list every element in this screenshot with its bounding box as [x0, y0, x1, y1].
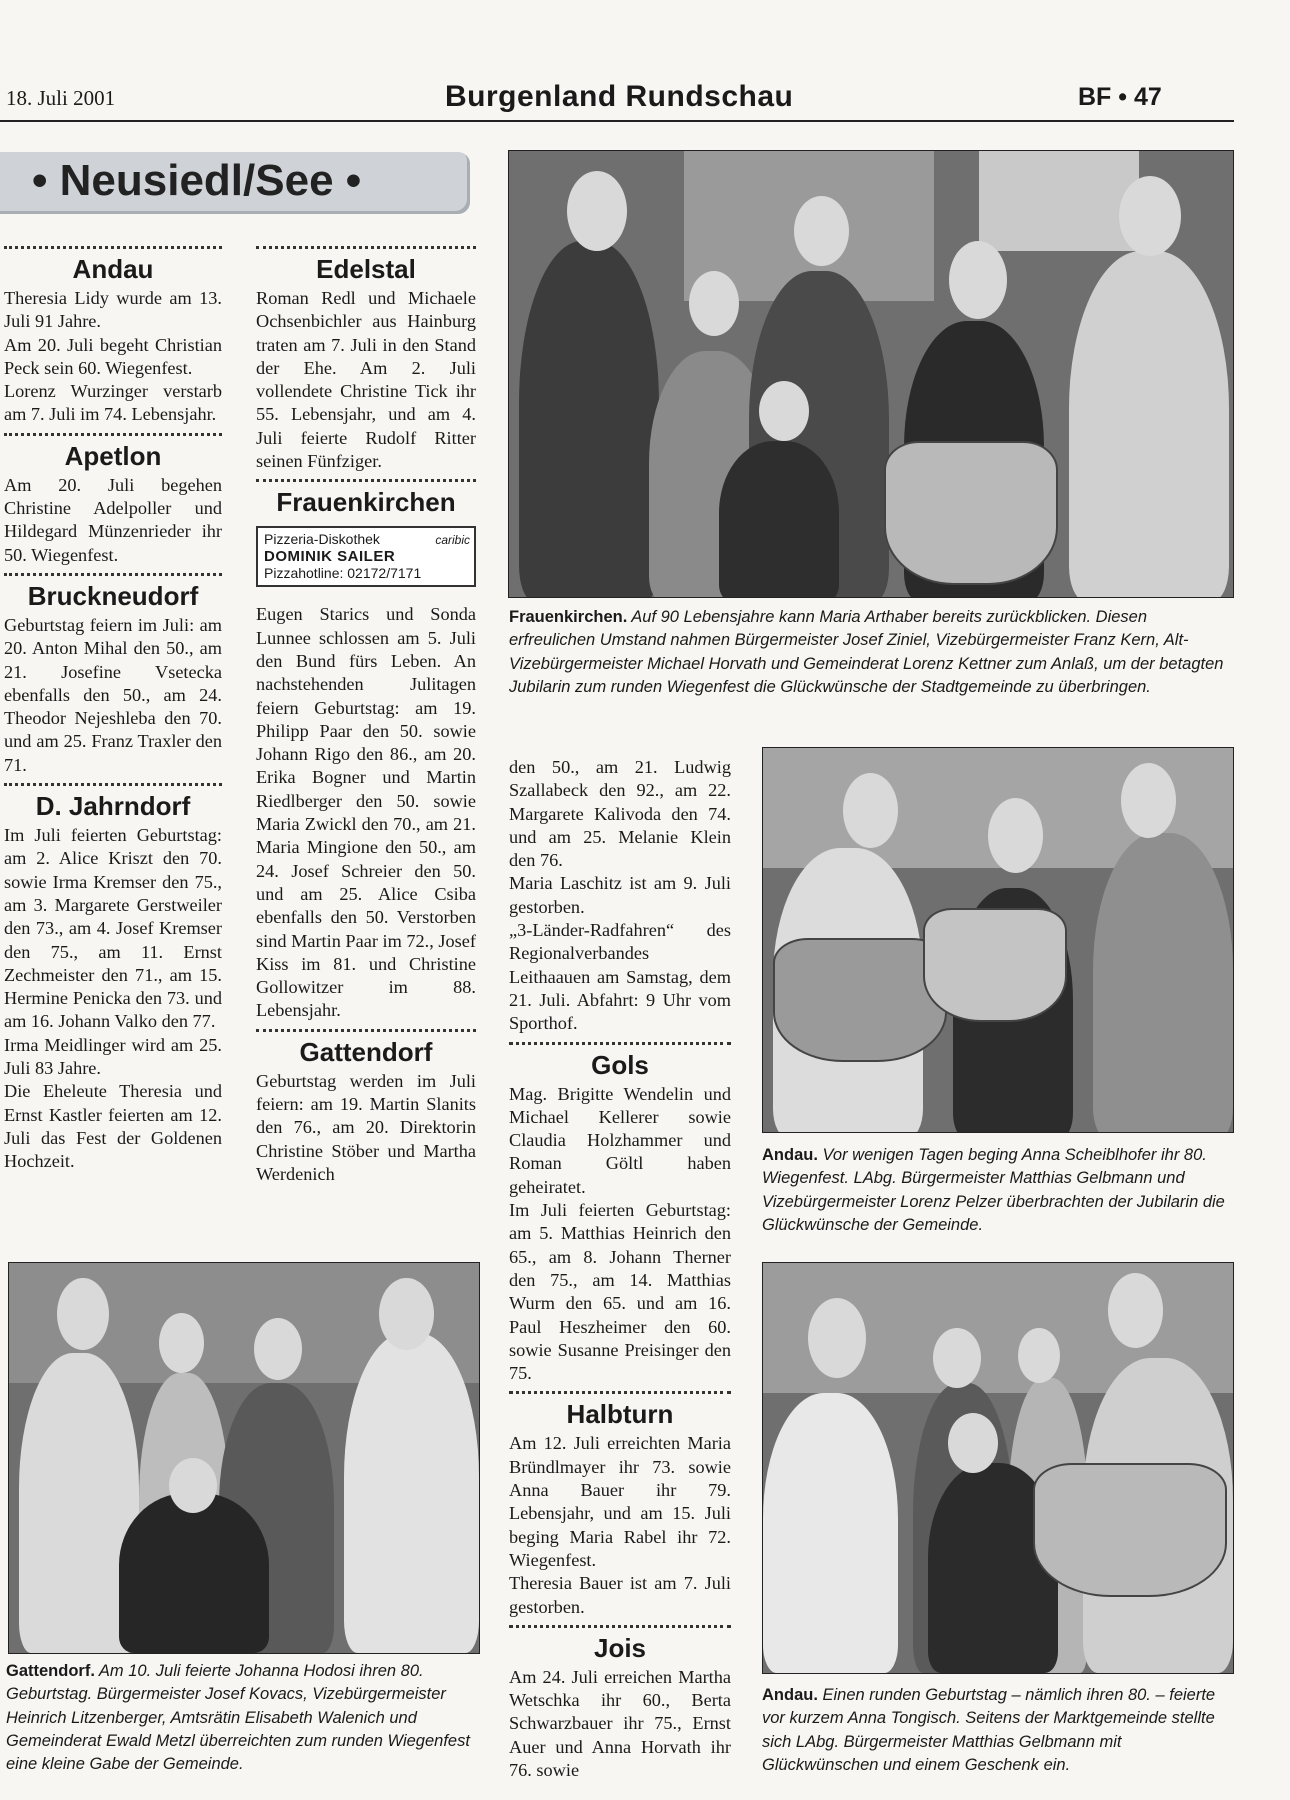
caption-andau-1-text: Vor wenigen Tagen beging Anna Scheiblhofer ihr 80. Wiegenfest. LAbg. Bürgermeister Matthias Gelbmann und Vizebürgermeister Lorenz Pelzer überbrachten der Jubilarin die Glückwünsche der Gemeinde.	[762, 1146, 1225, 1234]
divider	[4, 246, 222, 249]
caption-frauenkirchen	[509, 606, 1233, 699]
text-gols-2: Im Juli feierten Geburtstag: am 5. Matthias Heinrich den 65., am 8. Johann Therner den 75., am 14. Matthias Wurm den 65. und am 16. Paul Heszheimer den 60. sowie Susanne Preisinger den 75.	[509, 1200, 731, 1384]
text-apetlon: Am 20. Juli begehen Christine Adelpoller und Hildegard Münzenrieder ihr 50. Wiegenfest.	[4, 474, 222, 565]
column-1	[4, 240, 222, 1174]
text-andau-1: Theresia Lidy wurde am 13. Juli 91 Jahre.	[4, 288, 222, 332]
ad-line-2: DOMINIK SAILER	[264, 548, 396, 566]
divider	[256, 246, 476, 249]
text-gols-1: Mag. Brigitte Wendelin und Michael Kellerer sowie Claudia Holzhammer und Roman Göltl haben geheiratet.	[509, 1083, 731, 1197]
divider	[509, 1625, 731, 1628]
pizzeria-advertisement	[256, 526, 476, 587]
heading-gols: Gols	[591, 1049, 649, 1080]
text-halbturn-1: Am 12. Juli erreichten Maria Bründlmayer ihr 73. sowie Anna Bauer ihr 79. Lebensjahr, und am 15. Juli beging Maria Rabel ihr 72. Wiegenfest.	[509, 1433, 731, 1570]
divider	[256, 479, 476, 482]
text-frauenkirchen-continued: den 50., am 21. Ludwig Szallabeck den 92., am 22. Margarete Kalivoda den 74. und am 25. Melanie Klein den 76.	[509, 757, 731, 871]
divider	[4, 573, 222, 576]
column-2	[256, 240, 476, 1186]
photo-gattendorf	[8, 1262, 480, 1654]
text-frauenkirchen: Eugen Starics und Sonda Lunnee schlossen am 5. Juli den Bund fürs Leben. An nachstehenden Julitagen feiern Geburtstag: am 19. Philipp Paar den 50. sowie Johann Rigo den 86., am 20. Erika Bogner und Martin Riedlberger den 50. sowie Maria Zwickl den 70., am 21. Maria Mingione den 50., am 24. Josef Schreier den 50. und am 25. Alice Csiba ebenfalls den 50. Verstorben sind Martin Paar im 72., Josef Kiss im 81. und Christine Gollowitzer im 88. Lebensjahr.	[256, 604, 476, 1021]
heading-bruckneudorf: Bruckneudorf	[27, 580, 199, 611]
caribic-logo: caribic	[435, 533, 470, 548]
caption-frauenkirchen-text: Auf 90 Lebensjahre kann Maria Arthaber bereits zurückblicken. Diesen erfreulichen Umstand nahmen Bürgermeister Josef Ziniel, Vizebürgermeister Franz Kern, Alt-Vizebürgermeister Michael Horvath und Gemeinderat Lorenz Kettner zum Anlaß, um der betagten Jubilarin zum runden Wiegenfest die Glückwünsche der Stadtgemeinde zu überbringen.	[509, 608, 1224, 696]
page-number: BF • 47	[1078, 83, 1162, 111]
text-radfahren: „3-Länder-Radfahren“ des Regionalverbandes Leithaauen am Samstag, dem 21. Juli. Abfahrt: 9 Uhr vom Sporthof.	[509, 920, 731, 1034]
publication-title: Burgenland Rundschau	[445, 80, 794, 113]
caption-andau-2-place: Andau.	[762, 1686, 818, 1704]
text-edelstal: Roman Redl und Michaele Ochsenbichler aus Hainburg traten am 7. Juli in den Stand der Ehe. Am 2. Juli vollendete Christine Tick ihr 55. Lebensjahr, und am 4. Juli feierte Rudolf Ritter seinen Fünfziger.	[256, 288, 476, 472]
photo-andau-1	[762, 747, 1234, 1133]
heading-d-jahrndorf: D. Jahrndorf	[35, 791, 191, 822]
caption-andau-1-place: Andau.	[762, 1146, 818, 1164]
text-andau-2: Am 20. Juli begeht Christian Peck sein 60. Wiegenfest.	[4, 334, 222, 378]
section-banner	[0, 152, 470, 214]
heading-edelstal: Edelstal	[316, 254, 416, 284]
heading-jois: Jois	[593, 1632, 647, 1663]
photo-frauenkirchen	[508, 150, 1234, 598]
heading-halbturn: Halbturn	[566, 1399, 674, 1430]
header-rule	[0, 120, 1234, 122]
issue-date: 18. Juli 2001	[6, 86, 116, 110]
text-andau-3: Lorenz Wurzinger verstarb am 7. Juli im 74. Lebensjahr.	[4, 381, 222, 425]
caption-frauenkirchen-place: Frauenkirchen.	[509, 608, 628, 626]
text-d-jahrndorf-3: Die Eheleute Theresia und Ernst Kastler feierten am 12. Juli das Fest der Goldenen Hochzeit.	[4, 1081, 222, 1172]
divider	[4, 783, 222, 786]
caption-gattendorf-text: Am 10. Juli feierte Johanna Hodosi ihren 80. Geburtstag. Bürgermeister Josef Kovacs, Vizebürgermeister Heinrich Litzenberger, Amtsrätin Elisabeth Walenich und Gemeinderat Ewald Metzl überreichten zum runden Wiegenfest eine kleine Gabe der Gemeinde.	[6, 1662, 470, 1774]
ad-line-1: Pizzeria-Diskothek	[264, 531, 380, 548]
section-banner-label: • Neusiedl/See •	[32, 156, 362, 205]
text-gattendorf: Geburtstag werden im Juli feiern: am 19. Martin Slanits den 76., am 20. Direktorin Christine Stöber und Martha Werdenich	[256, 1070, 476, 1184]
column-3	[509, 756, 731, 1782]
heading-gattendorf: Gattendorf	[299, 1036, 433, 1067]
text-halbturn-2: Theresia Bauer ist am 7. Juli gestorben.	[509, 1573, 731, 1617]
caption-andau-2-text: Einen runden Geburtstag – nämlich ihren 80. – feierte vor kurzem Anna Tongisch. Seitens der Marktgemeinde stellte sich LAbg. Bürgermeister Matthias Gelbmann mit Glückwünschen und einem Geschenk ein.	[762, 1686, 1216, 1774]
text-laschitz: Maria Laschitz ist am 9. Juli gestorben.	[509, 873, 731, 917]
text-jois: Am 24. Juli erreichen Martha Wetschka ihr 60., Berta Schwarzbauer ihr 75., Ernst Auer und Anna Horvath ihr 76. sowie	[509, 1666, 731, 1780]
caption-andau-2	[762, 1684, 1234, 1777]
divider	[256, 1029, 476, 1032]
divider	[509, 1391, 731, 1394]
text-d-jahrndorf-2: Irma Meidlinger wird am 25. Juli 83 Jahre.	[4, 1034, 222, 1079]
divider	[4, 433, 222, 436]
heading-apetlon: Apetlon	[64, 440, 162, 471]
caption-gattendorf-place: Gattendorf.	[6, 1662, 95, 1680]
text-bruckneudorf: Geburtstag feiern im Juli: am 20. Anton Mihal den 50., am 21. Josefine Vsetecka ebenfalls den 50., am 24. Theodor Nejeshleba den 70. und am 25. Franz Traxler den 71.	[4, 614, 222, 775]
heading-andau: Andau	[72, 254, 154, 284]
divider	[509, 1042, 731, 1045]
caption-andau-1	[762, 1144, 1234, 1237]
photo-andau-2	[762, 1262, 1234, 1674]
caption-gattendorf	[6, 1660, 478, 1776]
text-d-jahrndorf-1: Im Juli feierten Geburtstag: am 2. Alice Kriszt den 70. sowie Irma Kremser den 75., am 3. Margarete Gerstweiler den 73., am 4. Josef Kremser den 75., am 11. Ernst Zechmeister den 71., am 15. Hermine Penicka den 73. und am 16. Johann Valko den 77.	[4, 825, 222, 1032]
ad-line-3: Pizzahotline: 02172/7171	[264, 565, 422, 582]
heading-frauenkirchen: Frauenkirchen	[276, 487, 456, 518]
